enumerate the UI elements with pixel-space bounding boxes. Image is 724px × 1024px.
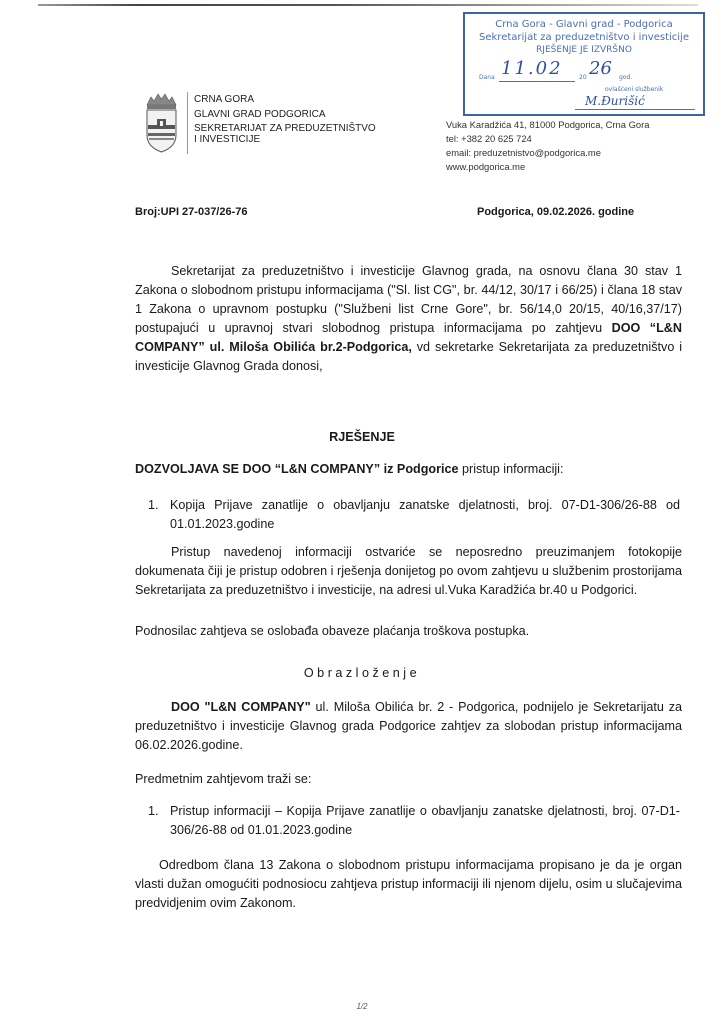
list-item-number: 1. <box>148 804 159 818</box>
list-item <box>148 496 682 534</box>
org-secretariat-cont: I INVESTICIJE <box>194 133 261 145</box>
decision-list <box>148 496 682 534</box>
header-divider <box>187 92 188 154</box>
request-list <box>148 802 682 840</box>
place-date: Podgorica, 09.02.2026. godine <box>477 206 635 218</box>
stamp-dana-label: Dana <box>479 74 495 81</box>
intro-paragraph <box>135 262 682 376</box>
stamp-line-2: Sekretarijat za preduzetništvo i investicije <box>479 32 689 43</box>
intro-text-before: Sekretarijat za preduzetništvo i investicije Glavnog grada, na osnovu člana 30 stav 1 Zakona o slobodnom pristupu informacijama ("Sl. list CG", br. 44/12, 30/17 i 66/25) i člana 18 stav 1 Zakona o upravnom postupku ("Službeni list Crne Gore", br. 56/14,0 20/15, 40/16,37/17) postupajući u upravnoj stvari slobodnog pristupa informacijama po zahtjevu <box>135 264 682 335</box>
org-secretariat: SEKRETARIJAT ZA PREDUZETNIŠTVO <box>194 123 376 134</box>
reasoning-text: ul. Miloša Obilića br. 2 - Podgorica, podnijelo je Sekretarijatu za preduzetništvo i investicije Glavnog grada Podgorice zahtjev za slobodan pristup informacijama 06.02.2026.godine. <box>135 700 682 752</box>
contact-block <box>446 118 649 174</box>
list-item-text: Pristup informaciji – Kopija Prijave zanatlije o obavljanju zanatske djelatnosti, broj. 07-D1-306/26-88 od 01.01.2023.godine <box>170 804 680 837</box>
reasoning-paragraph <box>135 698 682 755</box>
access-paragraph: Pristup navedenoj informaciji ostvariće se neposredno preuzimanjem fotokopije dokumenata čiji je pristup odobren i rješenja donijetog po ovom zahtjevu u službenim prostorijama Sekretarijata za preduzetništvo i investicije, na adresi ul.Vuka Karadžića br.40 u Podgorici. <box>135 545 682 597</box>
decision-line <box>135 462 563 476</box>
org-city: GLAVNI GRAD PODGORICA <box>194 108 326 120</box>
intro-bold-party: DOO “L&N COMPANY” ul. Miloša Obilića br.2-Podgorica, <box>135 321 682 354</box>
contact-address: Vuka Karadžića 41, 81000 Podgorica, Crna Gora <box>446 119 650 130</box>
intro-text-after: vd sekretarke Sekretarijata za preduzetništvo i investicije Glavnog Grada donosi, <box>135 340 683 373</box>
fee-paragraph: Podnosilac zahtjeva se oslobađa obaveze plaćanja troškova postupka. <box>135 624 530 638</box>
contact-web: www.podgorica.me <box>446 161 526 172</box>
page-number: 1/2 <box>356 1002 368 1011</box>
coat-of-arms-icon <box>145 91 178 153</box>
scan-edge-line <box>38 4 698 6</box>
list-item <box>148 802 682 840</box>
stamp-god-label: god. <box>619 74 633 81</box>
stamp-line-3: RJEŠENJE JE IZVRŠNO <box>536 45 632 55</box>
request-intro: Predmetnim zahtjevom traži se: <box>135 772 312 786</box>
reference-number: Broj:UPI 27-037/26-76 <box>135 206 248 218</box>
org-country: CRNA GORA <box>194 94 255 105</box>
decision-bold: DOZVOLJAVA SE DOO “L&N COMPANY” iz Podgorice <box>135 462 459 476</box>
reasoning-bold-party: DOO "L&N COMPANY" <box>171 700 311 714</box>
organization-block <box>194 93 376 147</box>
decision-text: pristup informaciji: <box>458 462 564 476</box>
contact-tel: tel: +382 20 625 724 <box>446 133 532 144</box>
stamp-year-prefix: 20 <box>579 74 587 81</box>
decision-heading: RJEŠENJE <box>329 430 395 444</box>
list-item-text: Kopija Prijave zanatlije o obavljanju zanatske djelatnosti, broj. 07-D1-306/26-88 od 01.01.2023.godine <box>170 498 680 531</box>
stamp-date-line <box>499 81 575 82</box>
official-stamp <box>463 12 705 116</box>
stamp-handwritten-year: 26 <box>589 58 612 79</box>
stamp-official-label: ovlašćeni službenik <box>605 86 664 93</box>
reasoning-heading: Obrazloženje <box>303 666 421 680</box>
stamp-date-row <box>479 58 699 84</box>
stamp-line-1: Crna Gora - Glavni grad - Podgorica <box>495 19 673 30</box>
stamp-signature: M.Đurišić <box>585 94 645 108</box>
stamp-signature-line <box>575 109 695 110</box>
law-paragraph: Odredbom člana 13 Zakona o slobodnom pristupu informacijama propisano je da je organ vlasti dužan omogućiti podnosiocu zahtjeva pristup informaciji ili njenom dijelu, osim u slučajevima predvidjenim ovim Zakonom. <box>135 858 682 910</box>
stamp-handwritten-date: 11.02 <box>501 58 563 79</box>
list-item-number: 1. <box>148 498 159 512</box>
contact-email: email: preduzetnistvo@podgorica.me <box>446 147 601 158</box>
